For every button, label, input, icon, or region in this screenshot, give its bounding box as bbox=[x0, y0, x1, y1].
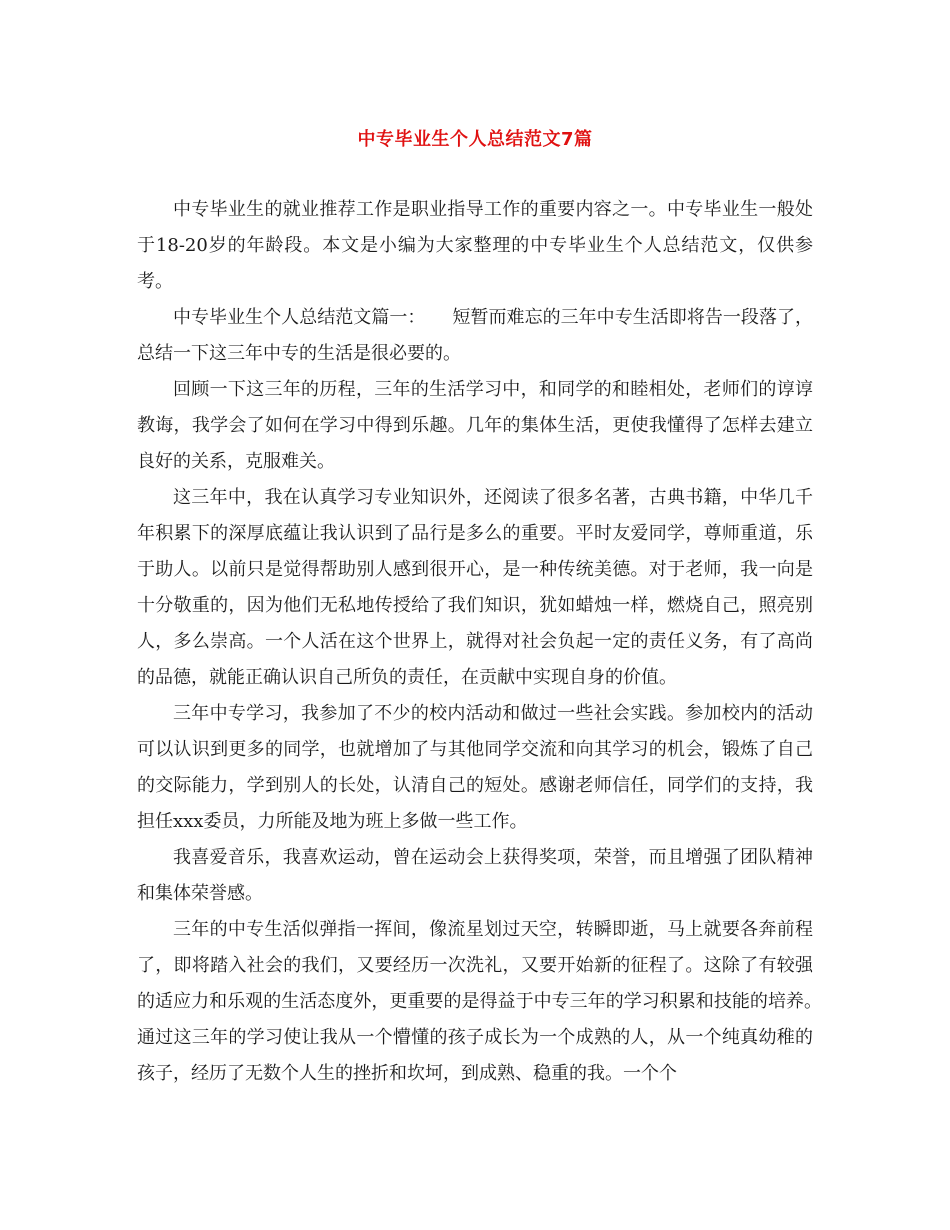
paragraph: 我喜爱音乐，我喜欢运动，曾在运动会上获得奖项，荣誉，而且增强了团队精神和集体荣誉感。 bbox=[137, 847, 813, 904]
document-title: 中专毕业生个人总结范文7篇 bbox=[357, 129, 593, 150]
paragraph: 回顾一下这三年的历程，三年的生活学习中，和同学的和睦相处，老师们的谆谆教诲，我学会了如何在学习中得到乐趣。几年的集体生活，更使我懂得了怎样去建立良好的关系，克服难关。 bbox=[137, 379, 813, 472]
paragraph: 三年的中专生活似弹指一挥间，像流星划过天空，转瞬即逝，马上就要各奔前程了，即将踏入社会的我们，又要经历一次洗礼，又要开始新的征程了。这除了有较强的适应力和乐观的生活态度外，更重要的是得益于中专三年的学习积累和技能的培养。 通过这三年的学习使让我从一个懵懂的孩子成长为一个成熟的人，从一个纯真幼稚的孩子，经历了无数个人生的挫折和坎坷，到成熟、稳重的我。一个个 bbox=[137, 919, 831, 1084]
paragraph: 中专毕业生个人总结范文篇一： 短暂而难忘的三年中专生活即将告一段落了，总结一下这三年中专的生活是很必要的。 bbox=[137, 307, 813, 364]
document-body bbox=[137, 192, 831, 1092]
paragraph: 这三年中，我在认真学习专业知识外，还阅读了很多名著，古典书籍，中华几千年积累下的深厚底蕴让我认识到了品行是多么的重要。平时友爱同学，尊师重道，乐于助人。以前只是觉得帮助别人感到很开心，是一种传统美德。对于老师，我一向是十分敬重的，因为他们无私地传授给了我们知识，犹如蜡烛一样，燃烧自己，照亮别人，多么崇高。一个人活在这个世界上，就得对社会负起一定的责任义务，有了高尚的品德，就能正确认识自己所负的责任，在贡献中实现自身的价值。 bbox=[137, 487, 813, 688]
paragraph: 三年中专学习，我参加了不少的校内活动和做过一些社会实践。参加校内的活动可以认识到更多的同学，也就增加了与其他同学交流和向其学习的机会，锻炼了自己的交际能力，学到别人的长处，认清自己的短处。感谢老师信任，同学们的支持，我担任xxx委员，力所能及地为班上多做一些工作。 bbox=[137, 703, 813, 832]
paragraph: 中专毕业生的就业推荐工作是职业指导工作的重要内容之一。中专毕业生一般处于18-20岁的年龄段。本文是小编为大家整理的中专毕业生个人总结范文，仅供参考。 bbox=[137, 199, 813, 292]
